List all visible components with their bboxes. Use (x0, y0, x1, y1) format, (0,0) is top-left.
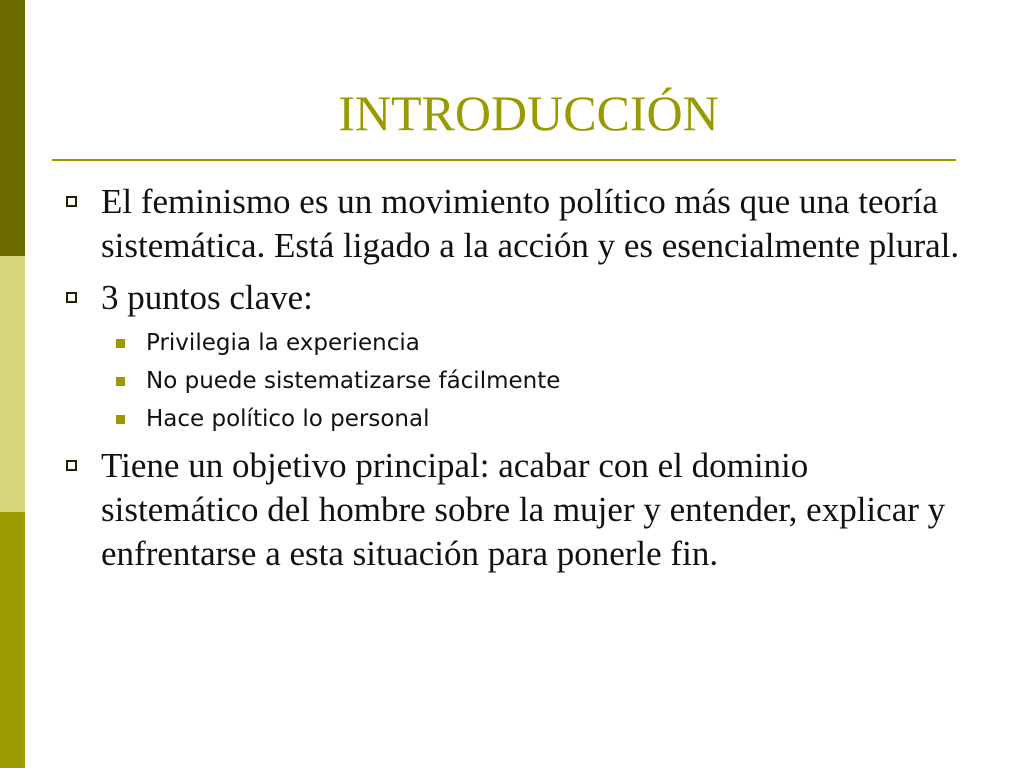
hollow-square-bullet-icon (66, 292, 77, 303)
bullet-point-text: El feminismo es un movimiento político más que una teoría sistemática. Está ligado a la acción y es esencialmente plural. (101, 182, 960, 265)
hollow-square-bullet-icon (66, 460, 77, 471)
sub-bullet-text: Privilegia la experiencia (146, 330, 420, 356)
left-accent-bar-bottom (0, 512, 25, 768)
bullet-point-2 (66, 276, 966, 320)
sub-bullet-list (66, 324, 966, 438)
sub-bullet-item (66, 362, 966, 400)
filled-square-bullet-icon (116, 377, 125, 386)
title-divider (52, 159, 956, 161)
bullet-point-text: 3 puntos clave: (101, 278, 313, 317)
sub-bullet-item (66, 324, 966, 362)
slide-body (66, 180, 966, 584)
sub-bullet-text: No puede sistematizarse fácilmente (146, 368, 561, 394)
sub-bullet-item (66, 400, 966, 438)
left-accent-bar-middle (0, 256, 25, 512)
slide-title: INTRODUCCIÓN (338, 85, 719, 141)
bullet-point-3 (66, 444, 966, 576)
sub-bullet-text: Hace político lo personal (146, 406, 430, 432)
bullet-point-1 (66, 180, 966, 268)
bullet-point-text: Tiene un objetivo principal: acabar con el dominio sistemático del hombre sobre la mujer y entender, explicar y enfrentarse a esta situación para ponerle fin. (101, 446, 946, 573)
filled-square-bullet-icon (116, 339, 125, 348)
left-accent-bar-top (0, 0, 25, 256)
filled-square-bullet-icon (116, 415, 125, 424)
hollow-square-bullet-icon (66, 196, 77, 207)
